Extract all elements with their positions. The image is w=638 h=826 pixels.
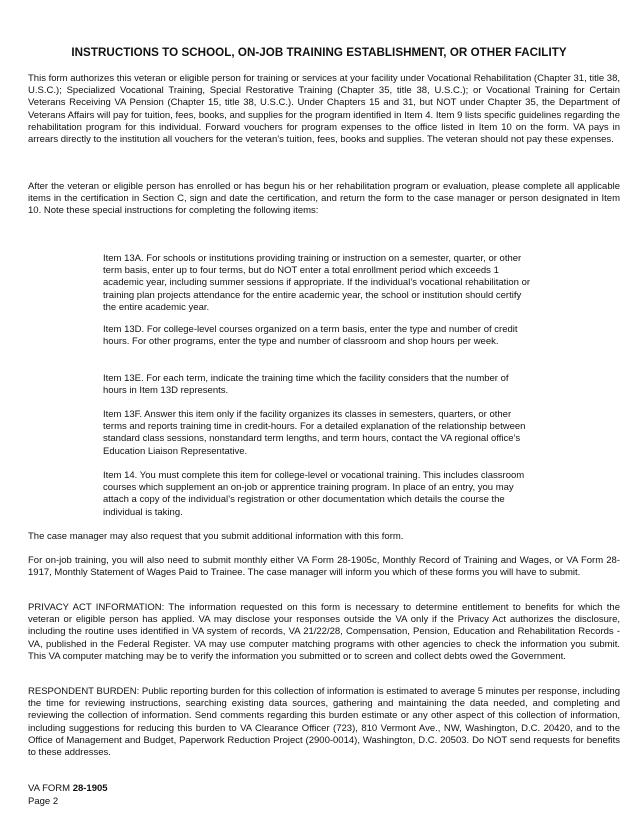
form-number: 28-1905: [72, 783, 108, 794]
item-13e-instruction: Item 13E. For each term, indicate the training time which the facility considers that the number of hours in Item 13D represents.: [103, 373, 509, 397]
respondent-burden-paragraph: RESPONDENT BURDEN: Public reporting burden for this collection of information is estimated to average 5 minutes per response, including the time for reviewing instructions, searching existing data sources, gathering and maintaining the data needed, and completing and reviewing the collection of information. Send comments regarding this burden estimate or any other aspect of this collection of information, including suggestions for reducing this burden to VA Clearance Officer (723), 810 Vermont Ave., NW, Washington, D.C. 20420, and to the Office of Management and Budget, Paperwork Reduction Project (2900-0014), Washington, D.C. 20503. Do NOT send requests for benefits to these addresses.: [28, 686, 620, 759]
privacy-act-paragraph: PRIVACY ACT INFORMATION: The information requested on this form is necessary to determine entitlement to benefits for which the veteran or eligible person has applied. VA may disclose your responses outside the VA only if the Privacy Act authorizes the disclosure, including the routine uses identified in VA system of records, VA 21/22/28, Compensation, Pension, Education and Rehabilitation Records - VA, published in the Federal Register. VA may use computer matching programs with other agencies to check the information you submit. This VA computer matching may be to verify the information you submitted or to screen and collect debts owed the Government.: [28, 602, 620, 662]
form-number-label: [28, 783, 108, 795]
page-number: Page 2: [28, 796, 59, 807]
item-14-instruction: Item 14. You must complete this item for college-level or vocational training. This includes classroom courses which supplement an on-job or apprentice training program. In place of an entry, you may attach a copy of the individual’s registration or other documentation which details the course the individual is taking.: [103, 470, 525, 518]
case-manager-paragraph: The case manager may also request that you submit additional information with this form.: [28, 531, 404, 542]
form-prefix: VA FORM: [28, 783, 71, 794]
after-enrollment-paragraph: After the veteran or eligible person has enrolled or has begun his or her rehabilitation program or evaluation, please complete all applicable items in the certification in Section C, sign and date the certification, and return the form to the case manager or person designated in Item 10. Note these special instructions for completing the following items:: [28, 181, 620, 217]
item-13d-instruction: Item 13D. For college-level courses organized on a term basis, enter the type and number of credit hours. For other programs, enter the type and number of classroom and shop hours per week.: [103, 324, 518, 348]
on-job-training-paragraph: For on-job training, you will also need to submit monthly either VA Form 28-1905c, Monthly Record of Training and Wages, or VA Form 28-1917, Monthly Statement of Wages Paid to Trainee. The case manager will inform you which of these forms you will have to submit.: [28, 555, 620, 579]
item-13f-instruction: Item 13F. Answer this item only if the facility organizes its classes in semesters, quarters, or other terms and reports training time in credit-hours. For a detailed explanation of the relationship between standard class sessions, nonstandard term lengths, and term hours, contact the VA regional office’s Education Liaison Representative.: [103, 409, 526, 457]
intro-paragraph: This form authorizes this veteran or eligible person for training or services at your facility under Vocational Rehabilitation (Chapter 31, title 38, U.S.C.); Specialized Vocational Training, Special Restorative Training (Chapter 35, title 38, U.S.C.); or Vocational Training for Certain Veterans Receiving VA Pension (Chapter 15, title 38, U.S.C.). Under Chapters 15 and 31, but NOT under Chapter 35, the Department of Veterans Affairs will pay for tuition, fees, books, and supplies for the program identified in Item 4. Item 9 lists specific guidelines regarding the rehabilitation program for this individual. Forward vouchers for program expenses to the office listed in Item 10 on the form. VA pays in arrears directly to the institution all vouchers for the veteran’s tuition, fees, books and supplies. The veteran should not pay these expenses.: [28, 73, 620, 146]
item-13a-instruction: Item 13A. For schools or institutions providing training or instruction on a semester, quarter, or other term basis, enter up to four terms, but do NOT enter a total enrollment period which exceeds 1 academic year, including summer sessions if appropriate. If the individual’s vocational rehabilitation or training plan projects attendance for the entire academic year, the school or institution should certify the entire academic year.: [103, 253, 531, 313]
page-title: INSTRUCTIONS TO SCHOOL, ON-JOB TRAINING ESTABLISHMENT, OR OTHER FACILITY: [71, 46, 567, 59]
